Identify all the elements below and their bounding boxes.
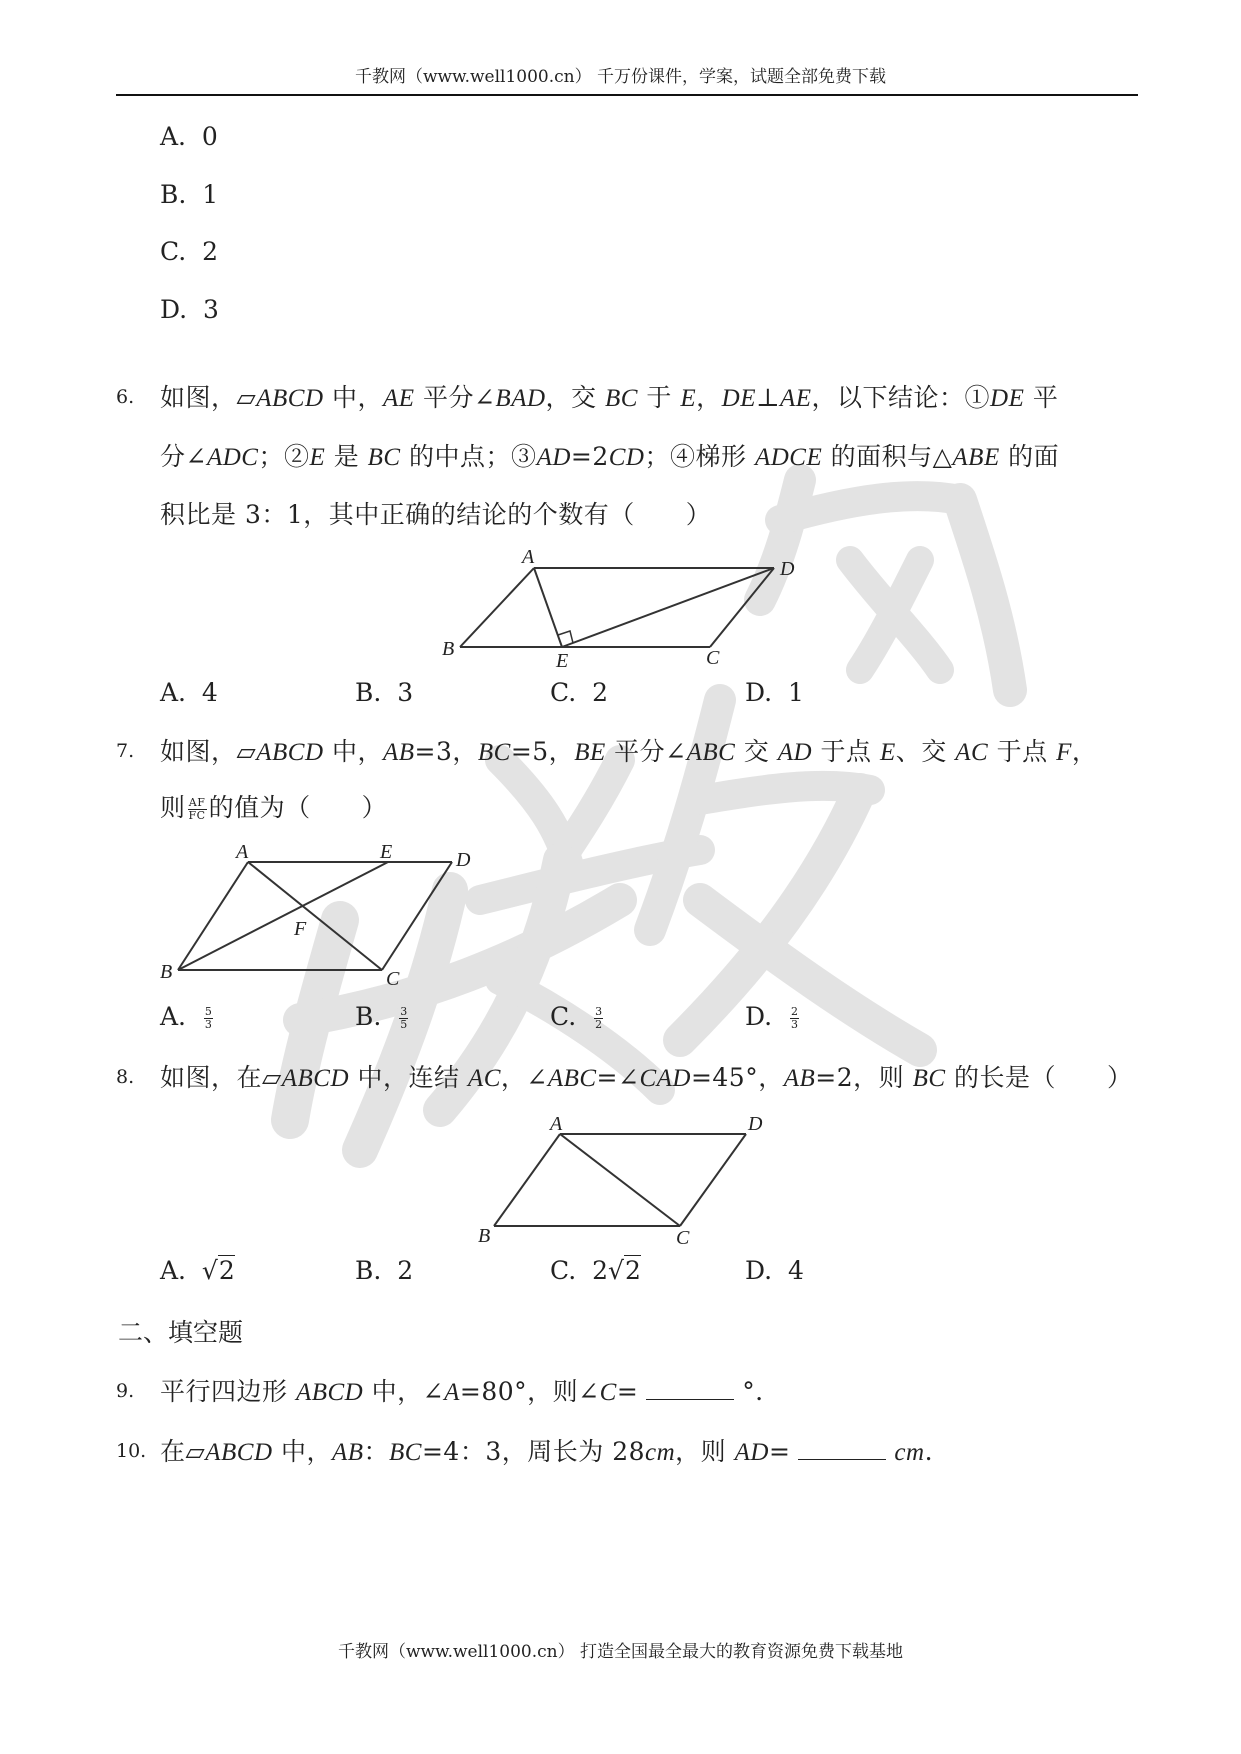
q8-edge-dc — [680, 1134, 746, 1226]
q6-number: 6. — [116, 386, 135, 408]
q8-label-d: D — [748, 1113, 763, 1135]
q6-label-b: B — [442, 638, 455, 660]
q7-segment-ac — [248, 862, 382, 970]
page-footer: 千教网（www.well1000.cn） 打造全国最全最大的教育资源免费下载基地 — [337, 1642, 904, 1662]
q8-label-c: C — [676, 1227, 690, 1249]
q6-figure — [430, 545, 810, 675]
q7-edge-dc — [382, 862, 452, 970]
q8-number: 8. — [116, 1066, 135, 1088]
q9-answer-blank[interactable] — [646, 1379, 734, 1400]
q6-segment-ae — [534, 568, 562, 647]
q10-number: 10. — [116, 1440, 147, 1462]
q6-line-1: 如图，▱ABCD 中，AE 平分∠BAD，交 BC 于 E，DE⊥AE，以下结论：①DE 平 — [160, 383, 1059, 412]
q6-option-b: B. 3 — [355, 678, 414, 707]
q7-option-d: D. $\frac{2}{3}$ — [745, 1002, 799, 1031]
q7-option-c: C. $\frac{3}{2}$ — [550, 1002, 603, 1031]
section-title-fill-in: 二、填空题 — [118, 1318, 244, 1347]
q5-option-d: D. 3 — [160, 295, 219, 324]
q8-option-a: A. √2 — [160, 1256, 235, 1285]
q8-option-c: C. 2√2 — [550, 1256, 641, 1285]
q7-edge-ab — [178, 862, 248, 970]
q5-option-b: B. 1 — [160, 180, 219, 209]
q7-number: 7. — [116, 740, 135, 762]
q7-label-f: F — [294, 918, 307, 940]
q8-edge-ab — [494, 1134, 560, 1226]
q6-line-2: 分∠ADC；②E 是 BC 的中点；③AD=2CD；④梯形 ADCE 的面积与△ABE 的面 — [160, 442, 1060, 471]
header-divider — [116, 94, 1138, 96]
q10-line: 在▱ABCD 中，AB：BC=4：3，周长为 28cm，则 AD= cm. — [160, 1437, 934, 1466]
q7-option-b: B. $\frac{3}{5}$ — [355, 1002, 408, 1031]
q5-option-c: C. 2 — [160, 237, 218, 266]
q9-number: 9. — [116, 1380, 135, 1402]
q6-option-c: C. 2 — [550, 678, 608, 707]
q7-line-2: 则 $\frac{AF}{FC}$ 的值为（ ） — [160, 793, 388, 822]
q6-line-3: 积比是 3：1，其中正确的结论的个数有（ ） — [160, 500, 712, 529]
q6-edge-ab — [460, 568, 534, 647]
q7-option-a: A. $\frac{5}{3}$ — [160, 1002, 212, 1031]
q6-label-d: D — [780, 558, 795, 580]
q7-label-a: A — [236, 841, 249, 863]
q6-option-a: A. 4 — [160, 678, 218, 707]
q7-label-e: E — [380, 841, 393, 863]
q8-option-d: D. 4 — [745, 1256, 804, 1285]
q7-line-1: 如图，▱ABCD 中，AB=3，BC=5，BE 平分∠ABC 交 AD 于点 E、交 AC 于点 F， — [160, 737, 1098, 766]
q7-label-d: D — [456, 849, 471, 871]
q7-segment-be — [178, 862, 388, 970]
q9-line: 平行四边形 ABCD 中，∠A=80°，则∠C= °． — [160, 1377, 781, 1406]
sqrt-expression: √2 — [201, 1256, 235, 1285]
q6-label-e: E — [556, 650, 569, 672]
q8-segment-ac — [560, 1134, 680, 1226]
q6-label-c: C — [706, 647, 720, 669]
q6-label-a: A — [522, 546, 535, 568]
q7-label-b: B — [160, 961, 173, 983]
q10-answer-blank[interactable] — [798, 1439, 886, 1460]
q5-option-a: A. 0 — [160, 122, 218, 151]
q8-label-b: B — [478, 1225, 491, 1247]
page-header: 千教网（www.well1000.cn） 千万份课件，学案，试题全部免费下载 — [354, 67, 887, 87]
q8-line-1: 如图，在▱ABCD 中，连结 AC，∠ABC=∠CAD=45°，AB=2，则 BC 的长是（ ） — [160, 1063, 1133, 1092]
q8-figure — [470, 1110, 770, 1250]
q7-fraction-af-fc: $\frac{AF}{FC}$ — [188, 796, 206, 822]
q7-label-c: C — [386, 968, 400, 990]
sqrt-expression: 2√2 — [592, 1256, 641, 1285]
q8-label-a: A — [550, 1113, 563, 1135]
q8-option-b: B. 2 — [355, 1256, 414, 1285]
q7-figure — [150, 840, 480, 990]
q6-option-d: D. 1 — [745, 678, 804, 707]
